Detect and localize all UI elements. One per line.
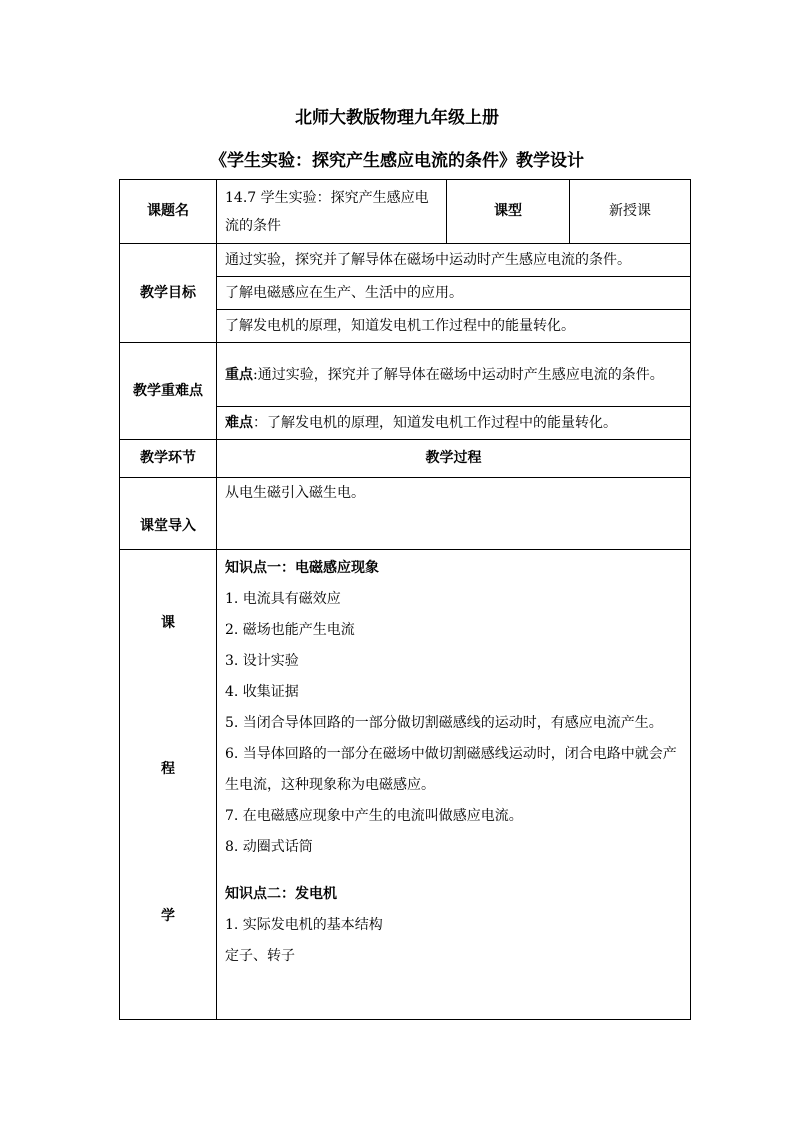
key-points-row-1	[120, 343, 691, 407]
objective-item: 通过实验，探究并了解导体在磁场中运动时产生感应电流的条件。	[217, 244, 691, 277]
intro-text: 从电生磁引入磁生电。	[217, 478, 691, 550]
process-header-row	[120, 440, 691, 478]
course-content	[217, 550, 691, 1020]
course-row	[120, 550, 691, 1020]
course-label-char: 学	[161, 908, 175, 925]
stage-header: 教学环节	[120, 440, 217, 478]
focus-cell	[217, 343, 691, 407]
section-1-item: 5. 当闭合导体回路的一部分做切割磁感线的运动时，有感应电流产生。	[225, 715, 663, 731]
section-2-title: 知识点二：发电机	[225, 886, 337, 902]
intro-row	[120, 478, 691, 550]
section-1-item: 1. 电流具有磁效应	[225, 591, 341, 607]
objectives-label: 教学目标	[120, 244, 217, 343]
lesson-type-value: 新授课	[570, 180, 691, 244]
document-title: 北师大教版物理九年级上册	[295, 108, 499, 128]
topic-label: 课题名	[120, 180, 217, 244]
intro-label: 课堂导入	[120, 478, 217, 550]
difficulty-label: 难点	[225, 414, 253, 431]
section-1-item: 3. 设计实验	[225, 653, 299, 669]
section-gap	[225, 863, 682, 879]
focus-label: 重点	[225, 366, 253, 383]
objectives-row-1	[120, 244, 691, 277]
section-1-item: 7. 在电磁感应现象中产生的电流叫做感应电流。	[225, 808, 523, 824]
difficulty-cell	[217, 407, 691, 440]
objective-item: 了解发电机的原理，知道发电机工作过程中的能量转化。	[217, 310, 691, 343]
section-1-item: 8. 动圈式话筒	[225, 839, 313, 855]
section-1-item: 6. 当导体回路的一部分在磁场中做切割磁感线运动时，闭合电路中就会产生电流，这种现象称为电磁感应。	[225, 746, 677, 793]
section-1-title: 知识点一：电磁感应现象	[225, 560, 379, 576]
key-points-label: 教学重难点	[120, 343, 217, 440]
course-label-char: 课	[161, 614, 175, 631]
difficulty-text: ：了解发电机的原理，知道发电机工作过程中的能量转化。	[253, 414, 617, 431]
topic-value: 14.7 学生实验：探究产生感应电流的条件	[217, 180, 447, 244]
lesson-type-label: 课型	[447, 180, 570, 244]
section-1-item: 4. 收集证据	[225, 684, 299, 700]
objective-item: 了解电磁感应在生产、生活中的应用。	[217, 277, 691, 310]
focus-text: :通过实验，探究并了解导体在磁场中运动时产生感应电流的条件。	[253, 366, 664, 383]
topic-row	[120, 180, 691, 244]
section-1-item: 2. 磁场也能产生电流	[225, 622, 355, 638]
process-header: 教学过程	[217, 440, 691, 478]
section-2-item: 1. 实际发电机的基本结构	[225, 917, 383, 933]
course-label	[120, 550, 217, 1020]
document-subtitle: 《学生实验：探究产生感应电流的条件》教学设计	[210, 151, 584, 171]
lesson-plan-table	[119, 179, 691, 1020]
course-label-char: 程	[161, 761, 175, 778]
section-2-item: 定子、转子	[225, 948, 295, 964]
